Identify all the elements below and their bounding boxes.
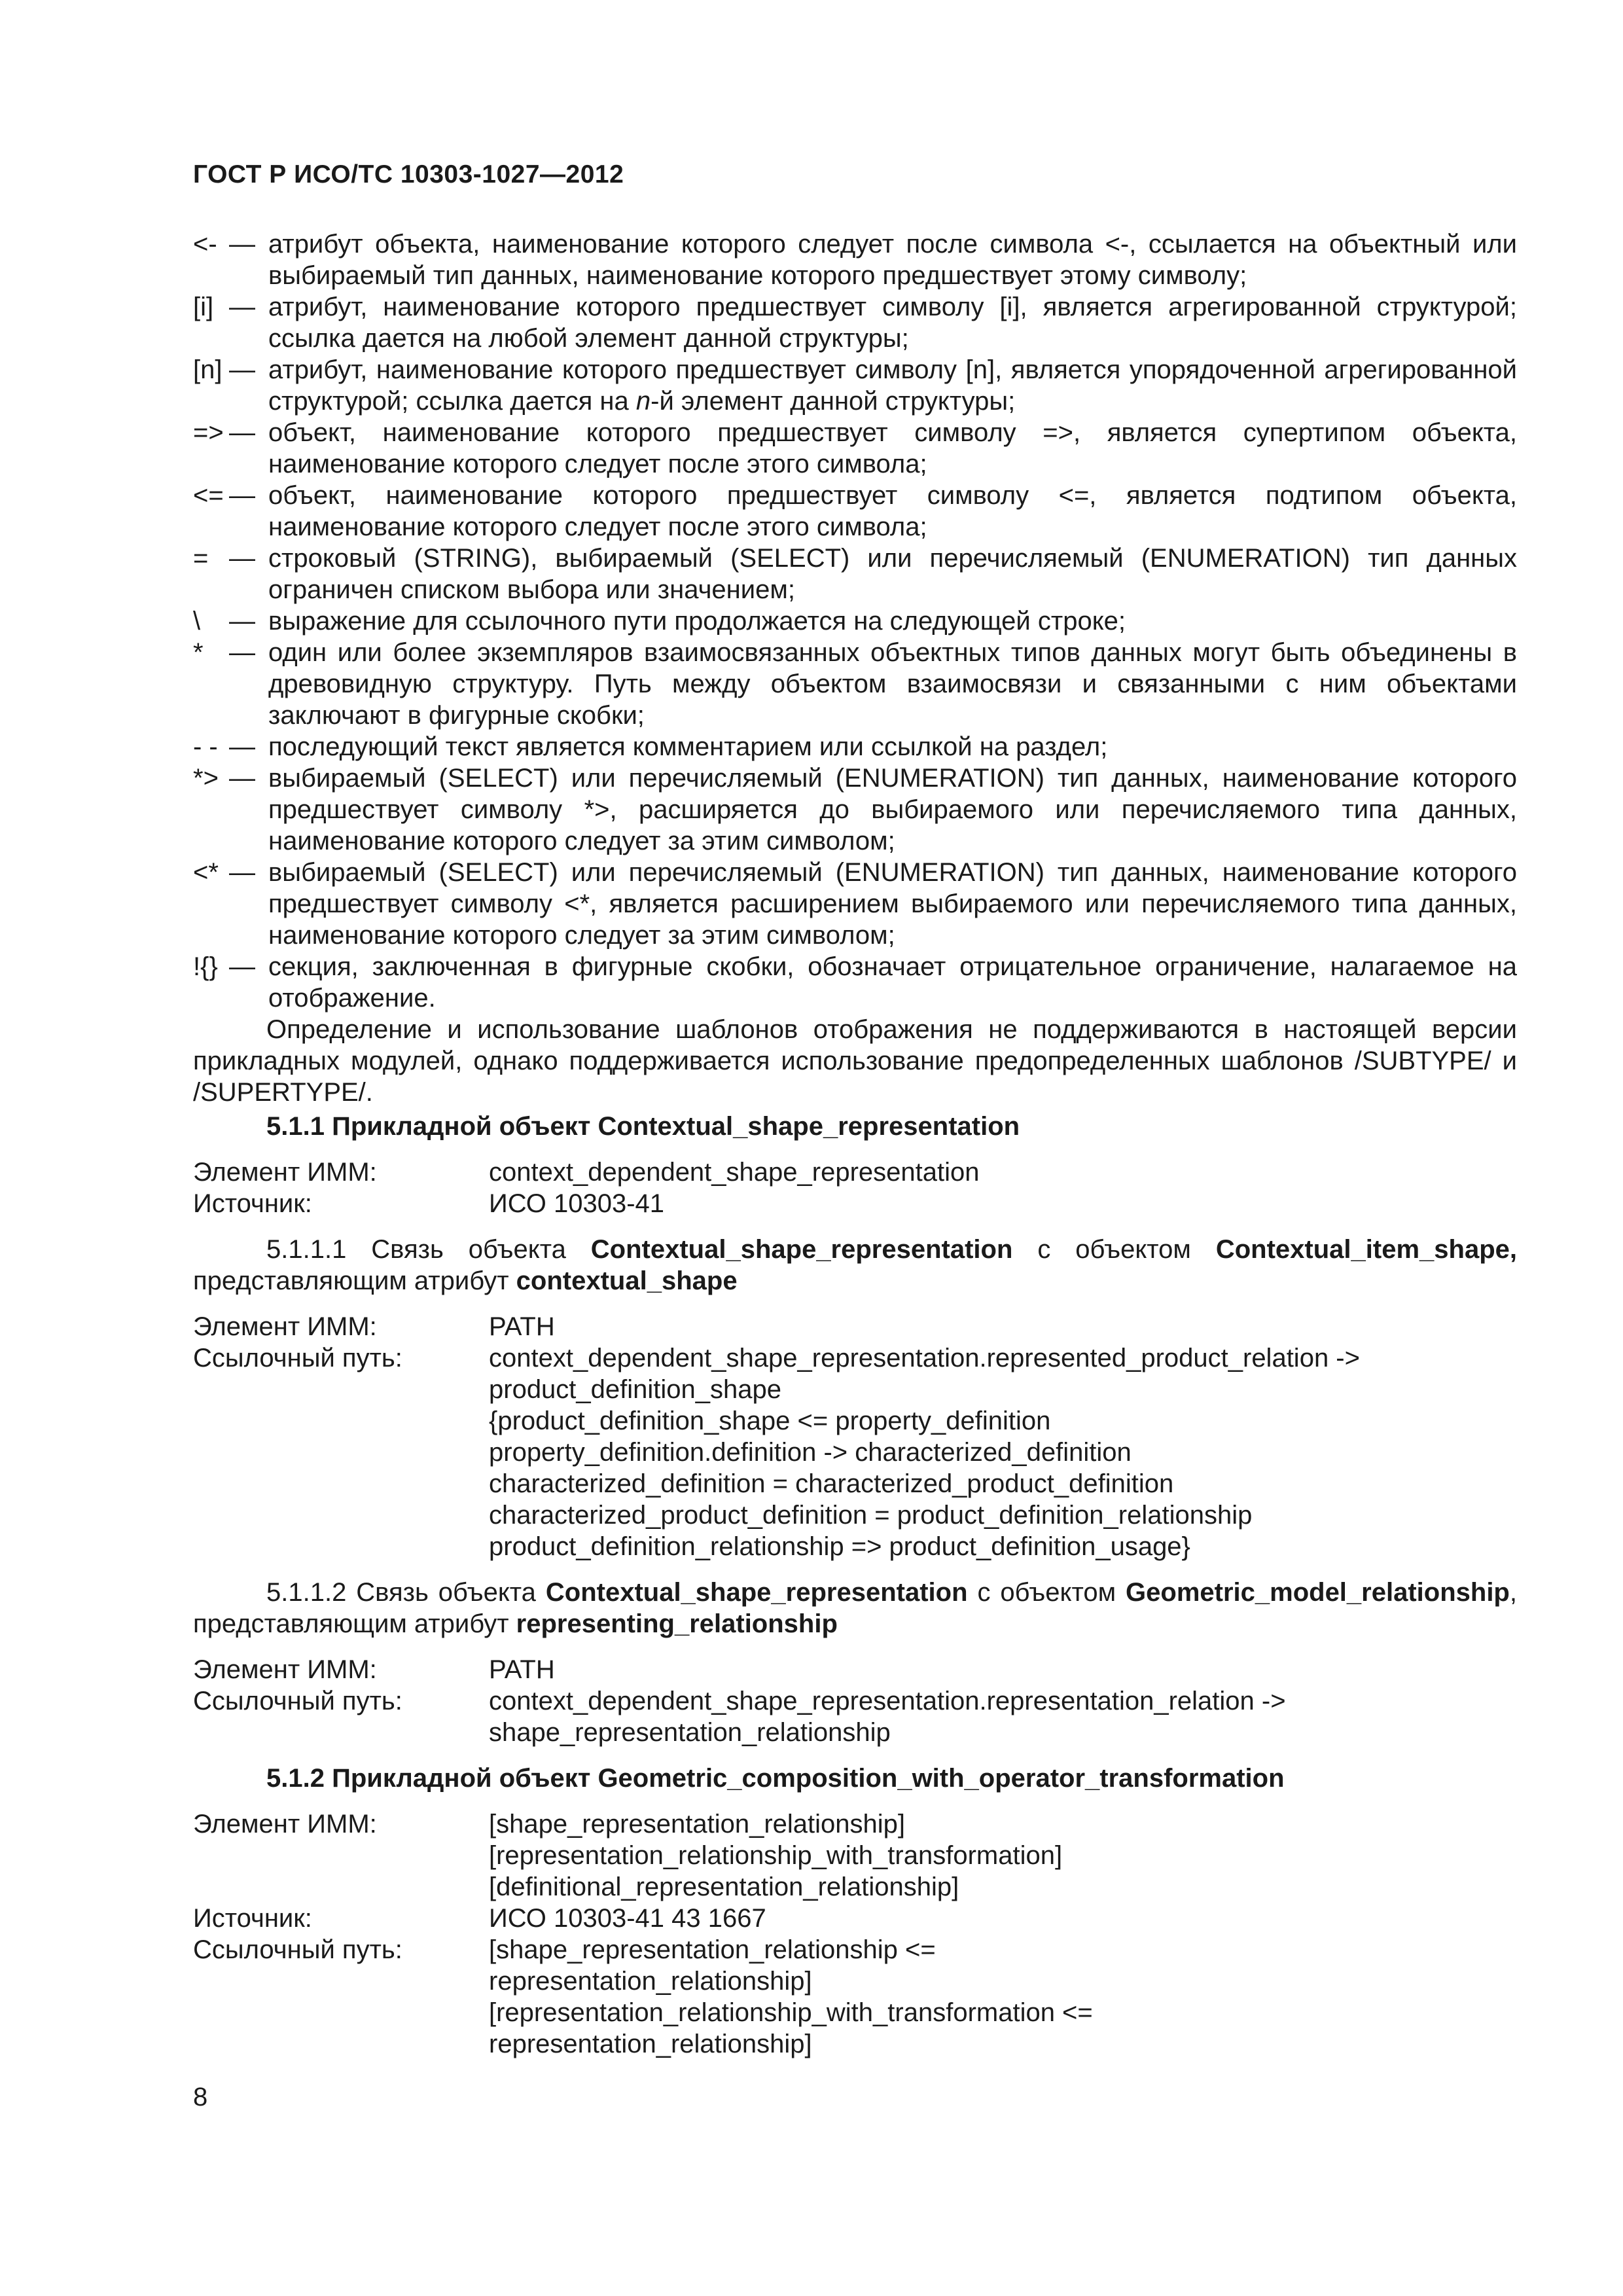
aim-element-label: Элемент ИММ: (193, 1312, 377, 1341)
mapping-5-1-2 (193, 1808, 1517, 2060)
path-line: product_definition_shape (489, 1375, 782, 1404)
definition-item (193, 417, 1517, 480)
path-line: context_dependent_shape_representation.represented_product_relation -> (489, 1344, 1360, 1372)
definition-text: выбираемый (SELECT) или перечисляемый (ENUMERATION) тип данных, наименование которого предшествует символу <*, является расширением выбираемого или перечисляемого типа данных, наименование которого следует за этим символом; (268, 858, 1517, 950)
page-content (193, 228, 1517, 2074)
definition-symbol: - - (193, 732, 218, 761)
definition-dash: — (229, 355, 255, 384)
symbol-definitions (193, 228, 1517, 1014)
definition-text: выбираемый (SELECT) или перечисляемый (ENUMERATION) тип данных, наименование которого предшествует символу *>, расширяется до выбираемого или перечисляемого типа данных, наименование которого следует за этим символом; (268, 764, 1517, 855)
definition-text: один или более экземпляров взаимосвязанных объектных типов данных могут быть объединены в древовидную структуру. Путь между объектом взаимосвязи и связанными с ним объектами заключают в фигурные скобки; (268, 638, 1517, 730)
definition-dash: — (229, 638, 255, 667)
definition-text-italic: n (635, 387, 651, 416)
definition-dash: — (229, 952, 255, 981)
definition-text-part: атрибут, наименование которого предшествует символу [n], является упорядоченной агрегированной структурой; ссылка дается на (268, 355, 1517, 416)
definition-symbol: [i] (193, 293, 214, 321)
aim-element-value: PATH (489, 1312, 555, 1341)
path-line: context_dependent_shape_representation.representation_relation -> (489, 1687, 1286, 1715)
path-line: [shape_representation_relationship <= (489, 1935, 936, 1964)
definition-dash: — (229, 764, 255, 793)
definition-symbol: * (193, 638, 204, 667)
path-line: [representation_relationship_with_transformation <= (489, 1998, 1093, 2027)
aim-element-line: [representation_relationship_with_transformation] (489, 1841, 1063, 1870)
definition-dash: — (229, 481, 255, 510)
aim-element-line: [definitional_representation_relationship] (489, 1873, 959, 1901)
definition-symbol: <= (193, 481, 224, 510)
definition-dash: — (229, 732, 255, 761)
document-header: ГОСТ Р ИСО/ТС 10303-1027—2012 (193, 160, 624, 188)
rel-entity: Contextual_shape_representation (590, 1235, 1013, 1264)
definition-item (193, 605, 1517, 637)
aim-element-label: Элемент ИММ: (193, 1655, 377, 1684)
templates-paragraph: Определение и использование шаблонов отображения не поддерживаются в настоящей версии прикладных модулей, однако поддерживается использование предопределенных шаблонов /SUBTYPE/ и /SUPERTYPE/. (193, 1015, 1517, 1107)
definition-item (193, 762, 1517, 857)
definition-item (193, 480, 1517, 543)
page-number: 8 (193, 2083, 208, 2111)
definition-text (268, 354, 1517, 417)
mapping-5-1-1 (193, 1157, 1517, 1219)
definition-text-part: -й элемент данной структуры; (651, 387, 1016, 416)
definition-dash: — (229, 418, 255, 447)
mapping-5-1-1-1 (193, 1311, 1517, 1562)
definition-item (193, 637, 1517, 731)
source-value: ИСО 10303-41 (489, 1189, 665, 1218)
definition-symbol: <* (193, 858, 219, 887)
definition-dash: — (229, 293, 255, 321)
definition-dash: — (229, 858, 255, 887)
aim-element-line: [shape_representation_relationship] (489, 1810, 905, 1839)
section-heading-5-1-1: 5.1.1 Прикладной объект Contextual_shape_representation (266, 1112, 1020, 1141)
source-label: Источник: (193, 1189, 312, 1218)
definition-item (193, 731, 1517, 762)
definition-item (193, 543, 1517, 605)
definition-text: объект, наименование которого предшествует символу =>, является супертипом объекта, наименование которого следует после этого символа; (268, 418, 1517, 478)
source-label: Источник: (193, 1904, 312, 1933)
definition-text: атрибут объекта, наименование которого следует после символа <-, ссылается на объектный или выбираемый тип данных, наименование которого предшествует этому символу; (268, 230, 1517, 290)
path-line: product_definition_relationship => product_definition_usage} (489, 1532, 1190, 1561)
relationship-5-1-1-1 (193, 1234, 1517, 1297)
definition-item (193, 354, 1517, 417)
definition-text: атрибут, наименование которого предшествует символу [i], является агрегированной структурой; ссылка дается на любой элемент данной структуры; (268, 293, 1517, 353)
definition-text: последующий текст является комментарием или ссылкой на раздел; (268, 732, 1108, 761)
definition-symbol: *> (193, 764, 219, 793)
rel-text: 5.1.1.1 Связь объекта (266, 1235, 591, 1264)
definition-item (193, 857, 1517, 951)
reference-path-value (489, 1934, 1517, 2060)
definition-dash: — (229, 230, 255, 259)
rel-text: 5.1.1.2 Связь объекта (266, 1578, 546, 1607)
relationship-5-1-1-2 (193, 1577, 1517, 1640)
path-line: representation_relationship] (489, 2030, 812, 2058)
reference-path-label: Ссылочный путь: (193, 1935, 402, 1964)
definition-text: строковый (STRING), выбираемый (SELECT) или перечисляемый (ENUMERATION) тип данных ограничен списком выбора или значением; (268, 544, 1517, 604)
rel-attribute: contextual_shape (516, 1266, 738, 1295)
rel-entity: Contextual_item_shape, (1215, 1235, 1517, 1264)
rel-text: представляющим атрибут (193, 1266, 516, 1295)
aim-element-value: PATH (489, 1655, 555, 1684)
rel-text: с объектом (1012, 1235, 1216, 1264)
path-line: characterized_product_definition = product_definition_relationship (489, 1501, 1253, 1530)
aim-element-label: Элемент ИММ: (193, 1158, 377, 1187)
definition-symbol: => (193, 418, 224, 447)
aim-element-value: context_dependent_shape_representation (489, 1158, 980, 1187)
reference-path-label: Ссылочный путь: (193, 1344, 402, 1372)
aim-element-label: Элемент ИММ: (193, 1810, 377, 1839)
rel-entity: Contextual_shape_representation (545, 1578, 968, 1607)
rel-entity: Geometric_model_relationship (1126, 1578, 1510, 1607)
definition-item (193, 951, 1517, 1014)
definition-text: объект, наименование которого предшествует символу <=, является подтипом объекта, наименование которого следует после этого символа; (268, 481, 1517, 541)
rel-text: , представляющим атрибут (193, 1578, 1517, 1638)
path-line: characterized_definition = characterized_product_definition (489, 1469, 1174, 1498)
definition-dash: — (229, 607, 255, 636)
definition-symbol: = (193, 544, 209, 573)
source-value: ИСО 10303-41 43 1667 (489, 1904, 766, 1933)
reference-path-value (489, 1342, 1517, 1562)
definition-symbol: [n] (193, 355, 223, 384)
definition-text: секция, заключенная в фигурные скобки, обозначает отрицательное ограничение, налагаемое на отображение. (268, 952, 1517, 1013)
path-line: representation_relationship] (489, 1967, 812, 1996)
definition-symbol: \ (193, 607, 201, 636)
reference-path-value (489, 1685, 1517, 1748)
reference-path-label: Ссылочный путь: (193, 1687, 402, 1715)
rel-text: с объектом (967, 1578, 1126, 1607)
definition-dash: — (229, 544, 255, 573)
rel-attribute: representing_relationship (516, 1609, 838, 1638)
definition-text: выражение для ссылочного пути продолжается на следующей строке; (268, 607, 1126, 636)
definition-symbol: <- (193, 230, 217, 259)
definition-item (193, 228, 1517, 291)
path-line: shape_representation_relationship (489, 1718, 891, 1747)
definition-item (193, 291, 1517, 354)
path-line: property_definition.definition -> characterized_definition (489, 1438, 1132, 1467)
mapping-5-1-1-2 (193, 1654, 1517, 1748)
definition-symbol: !{} (193, 952, 218, 981)
path-line: {product_definition_shape <= property_definition (489, 1407, 1051, 1435)
section-heading-5-1-2: 5.1.2 Прикладной объект Geometric_composition_with_operator_transformation (266, 1764, 1285, 1793)
aim-element-value (489, 1808, 1517, 1903)
